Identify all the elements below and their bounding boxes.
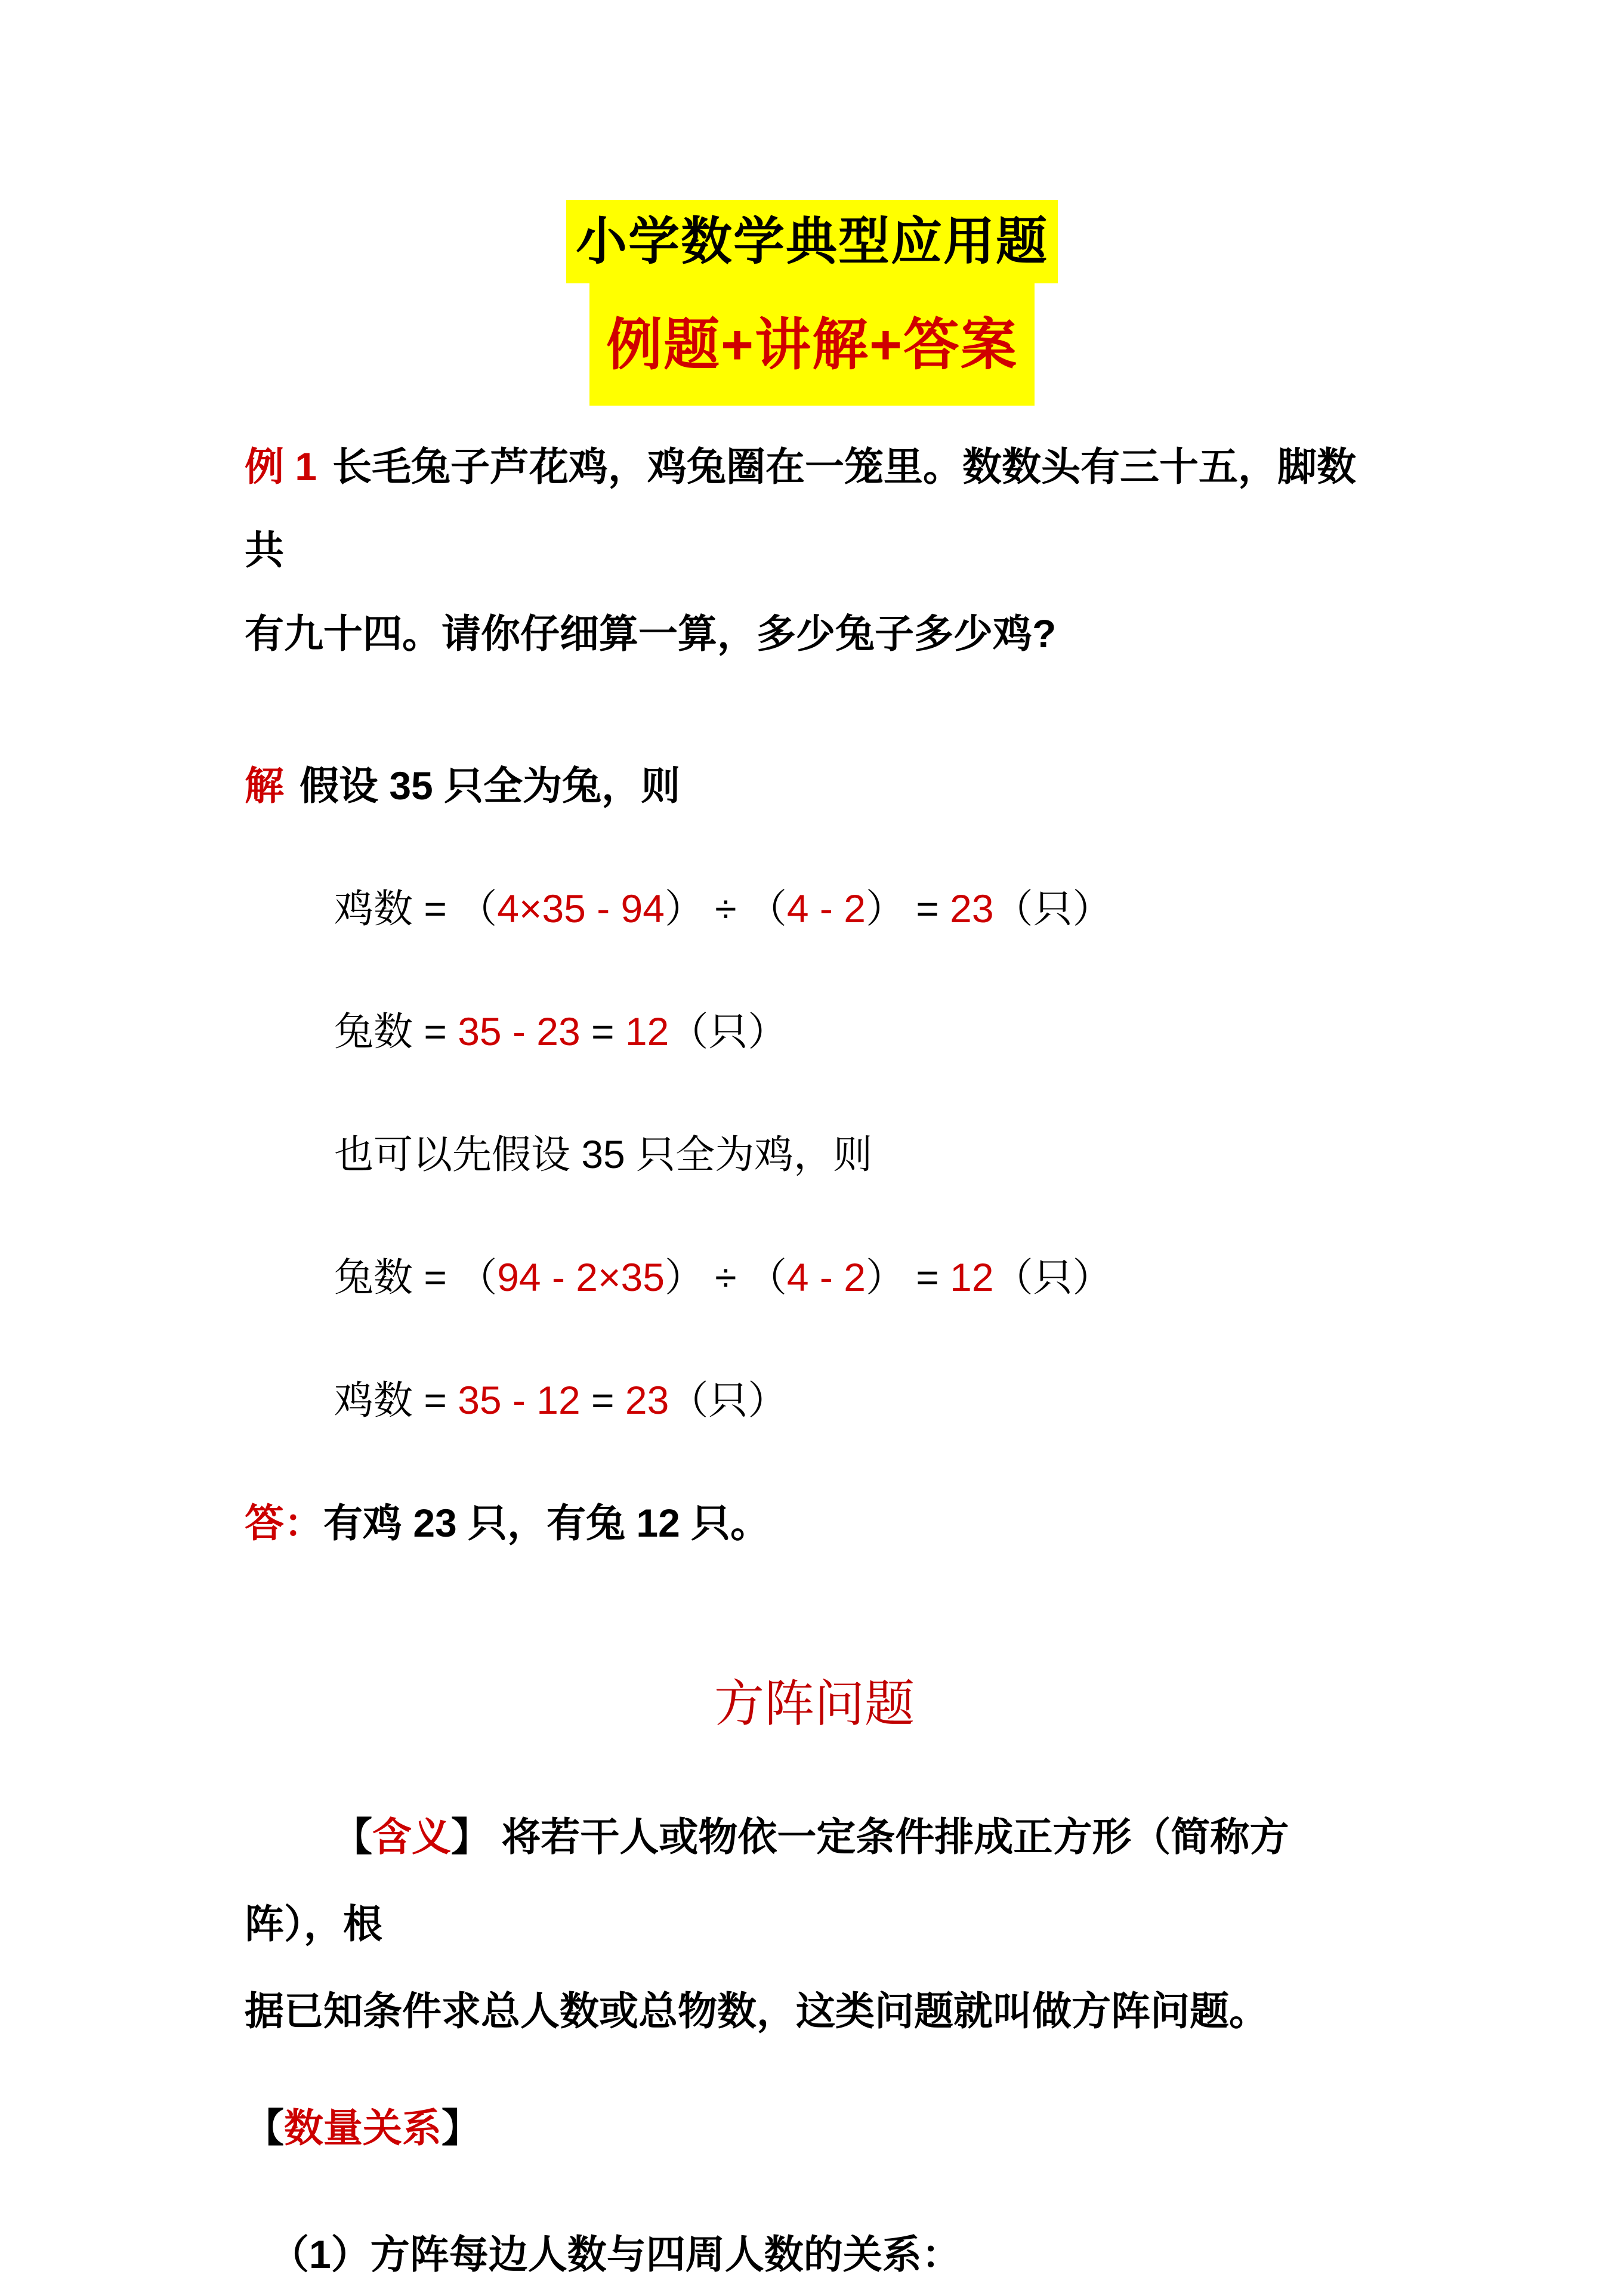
example-problem-line-1 — [245, 425, 1384, 592]
main-title-highlight — [566, 200, 1058, 283]
solution-assumption-2-text: 也可以先假设 35 只全为鸡，则 — [334, 1132, 873, 1176]
subtitle-highlight — [589, 283, 1035, 406]
meaning-paragraph-line-1 — [245, 1793, 1384, 1967]
subtitle: 例题+讲解+答案 — [606, 313, 1018, 376]
equation-rabbits-2 — [245, 1235, 1384, 1319]
eq4-unit: （只） — [669, 1378, 788, 1422]
eq1-seg: 鸡数 = （ — [334, 886, 498, 931]
eq2-result: 12 — [625, 1009, 669, 1053]
eq1-seg: ） = — [865, 886, 950, 931]
meaning-bracket-close: 】 — [451, 1815, 490, 1859]
eq2-seg: = — [580, 1009, 625, 1053]
quantity-relations-heading — [245, 2084, 1384, 2171]
meaning-text-line-2: 据已知条件求总人数或总物数，这类问题就叫做方阵问题。 — [245, 1989, 1268, 2033]
relations-bracket-open: 【 — [245, 2106, 284, 2150]
meaning-paragraph-line-2 — [245, 1967, 1384, 2054]
eq3-unit: （只） — [993, 1255, 1112, 1299]
eq1-expr: 4×35 - 94 — [497, 886, 665, 931]
eq3-expr: 4 - 2 — [786, 1255, 866, 1299]
answer-text: 有鸡 23 只，有兔 12 只。 — [323, 1501, 770, 1545]
eq4-seg: = — [580, 1378, 625, 1422]
eq1-result: 23 — [950, 886, 994, 931]
relation-item-1-text: （1）方阵每边人数与四周人数的关系： — [270, 2232, 961, 2276]
solution-label: 解 — [245, 764, 284, 808]
relations-bracket-close: 】 — [441, 2106, 481, 2150]
meaning-text-line-1: 将若干人或物依一定条件排成正方形（简称方阵），根 — [245, 1815, 1289, 1946]
equation-chickens-2 — [245, 1358, 1384, 1442]
eq4-result: 23 — [625, 1378, 669, 1422]
eq2-unit: （只） — [669, 1009, 788, 1053]
main-title: 小学数学典型应用题 — [576, 213, 1048, 270]
eq3-seg: 兔数 = （ — [334, 1255, 498, 1299]
example-problem-line-2 — [245, 592, 1384, 675]
eq4-expr: 35 - 12 — [458, 1378, 581, 1422]
equation-rabbits-1 — [245, 990, 1384, 1073]
example-text-line-2: 有九十四。请你仔细算一算，多少兔子多少鸡? — [245, 611, 1057, 656]
meaning-bracket-open: 【 — [333, 1815, 372, 1859]
solution-intro — [245, 744, 1384, 827]
eq1-expr: 4 - 2 — [786, 886, 866, 931]
answer-label: 答： — [245, 1501, 323, 1545]
eq3-seg: ） ÷ （ — [664, 1255, 787, 1299]
eq1-unit: （只） — [993, 886, 1112, 931]
eq4-seg: 鸡数 = — [334, 1378, 458, 1422]
eq2-seg: 兔数 = — [334, 1009, 458, 1053]
eq1-seg: ） ÷ （ — [664, 886, 787, 931]
solution-assumption-1: 假设 35 只全为兔，则 — [300, 764, 681, 808]
section-title: 方阵问题 — [714, 1677, 915, 1732]
relations-label: 数量关系 — [284, 2106, 441, 2150]
eq2-expr: 35 - 23 — [458, 1009, 581, 1053]
example-label: 例 1 — [245, 444, 317, 489]
eq3-result: 12 — [950, 1255, 994, 1299]
eq3-seg: ） = — [865, 1255, 950, 1299]
equation-chickens-1 — [245, 867, 1384, 950]
document-header — [0, 0, 1624, 406]
eq3-expr: 94 - 2×35 — [497, 1255, 665, 1299]
solution-assumption-2 — [245, 1113, 1384, 1196]
meaning-label: 含义 — [372, 1815, 451, 1859]
document-body — [245, 425, 1384, 2296]
answer-line — [245, 1481, 1384, 1565]
example-text-line-1: 长毛兔子芦花鸡，鸡兔圈在一笼里。数数头有三十五，脚数共 — [245, 444, 1357, 572]
relation-item-1 — [245, 2211, 1384, 2296]
